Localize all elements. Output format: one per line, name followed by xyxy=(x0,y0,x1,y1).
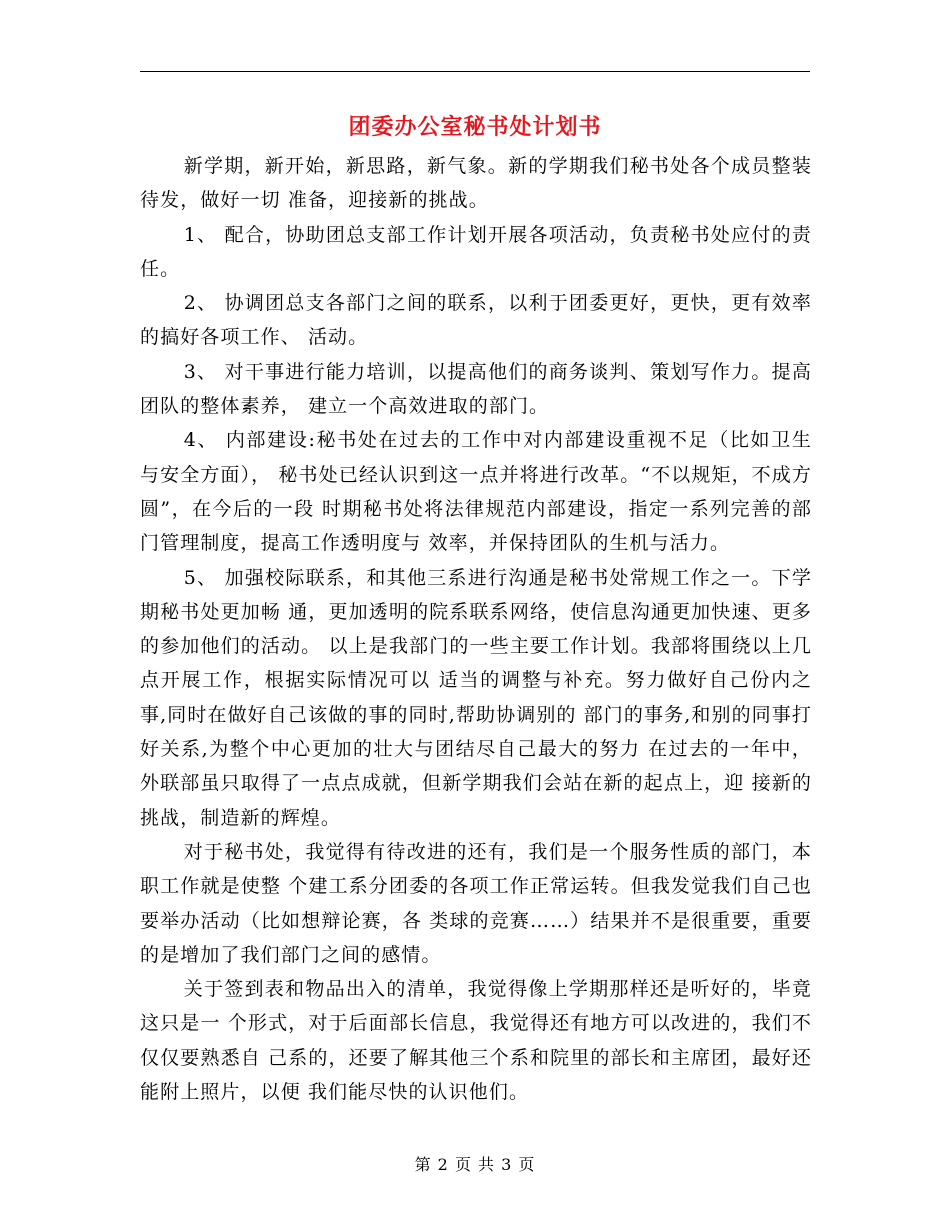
plan-item-5: 5、 加强校际联系，和其他三系进行沟通是秘书处常规工作之一。下学期秘书处更加畅 通，更加透明的院系联系网络，使信息沟通更加快速、更多的参加他们的活动。 以上是我部门的一些主要工作计划。我部将围绕以上几点开展工作，根据实际情况可以 适当的调整与补充。努力做好自己份内之事,同时在做好自己该做的事的同时,帮助协调别的 部门的事务,和别的同事打好关系,为整个中心更加的壮大与团结尽自己最大的努力 在过去的一年中，外联部虽只取得了一点点成就，但新学期我们会站在新的起点上，迎 接新的挑战，制造新的辉煌。 xyxy=(140,566,812,829)
checklist-paragraph: 关于签到表和物品出入的清单，我觉得像上学期那样还是听好的，毕竟这只是一 个形式，对于后面部长信息，我觉得还有地方可以改进的，我们不仅仅要熟悉自 己系的，还要了解其他三个系和院里的部长和主席团，最好还能附上照片，以便 我们能尽快的认识他们。 xyxy=(140,978,812,1104)
plan-item-1: 1、 配合，协助团总支部工作计划开展各项活动，负责秘书处应付的责任。 xyxy=(140,223,812,280)
document-title: 团委办公室秘书处计划书 xyxy=(348,114,602,140)
document-body xyxy=(140,149,812,1109)
improvement-paragraph: 对于秘书处，我觉得有待改进的还有，我们是一个服务性质的部门，本职工作就是使整 个建工系分团委的各项工作正常运转。但我发觉我们自己也要举办活动（比如想辩论赛，各 类球的竞赛……）结果并不是很重要，重要的是增加了我们部门之间的感情。 xyxy=(140,840,812,966)
page-number-footer: 第 2 页 共 3 页 xyxy=(414,1155,536,1174)
plan-item-2: 2、 协调团总支各部门之间的联系，以利于团委更好，更快，更有效率的搞好各项工作、 活动。 xyxy=(140,292,812,349)
header-rule xyxy=(140,71,810,72)
intro-paragraph: 新学期，新开始，新思路，新气象。新的学期我们秘书处各个成员整装待发，做好一切 准备，迎接新的挑战。 xyxy=(140,155,812,212)
plan-item-4: 4、 内部建设:秘书处在过去的工作中对内部建设重视不足（比如卫生与安全方面）， 秘书处已经认识到这一点并将进行改革。“不以规矩，不成方圆”，在今后的一段 时期秘书处将法律规范内部建设，指定一系列完善的部门管理制度，提高工作透明度与 效率，并保持团队的生机与活力。 xyxy=(140,429,812,555)
plan-item-3: 3、 对干事进行能力培训，以提高他们的商务谈判、策划写作力。提高团队的整体素养， 建立一个高效进取的部门。 xyxy=(140,360,812,418)
